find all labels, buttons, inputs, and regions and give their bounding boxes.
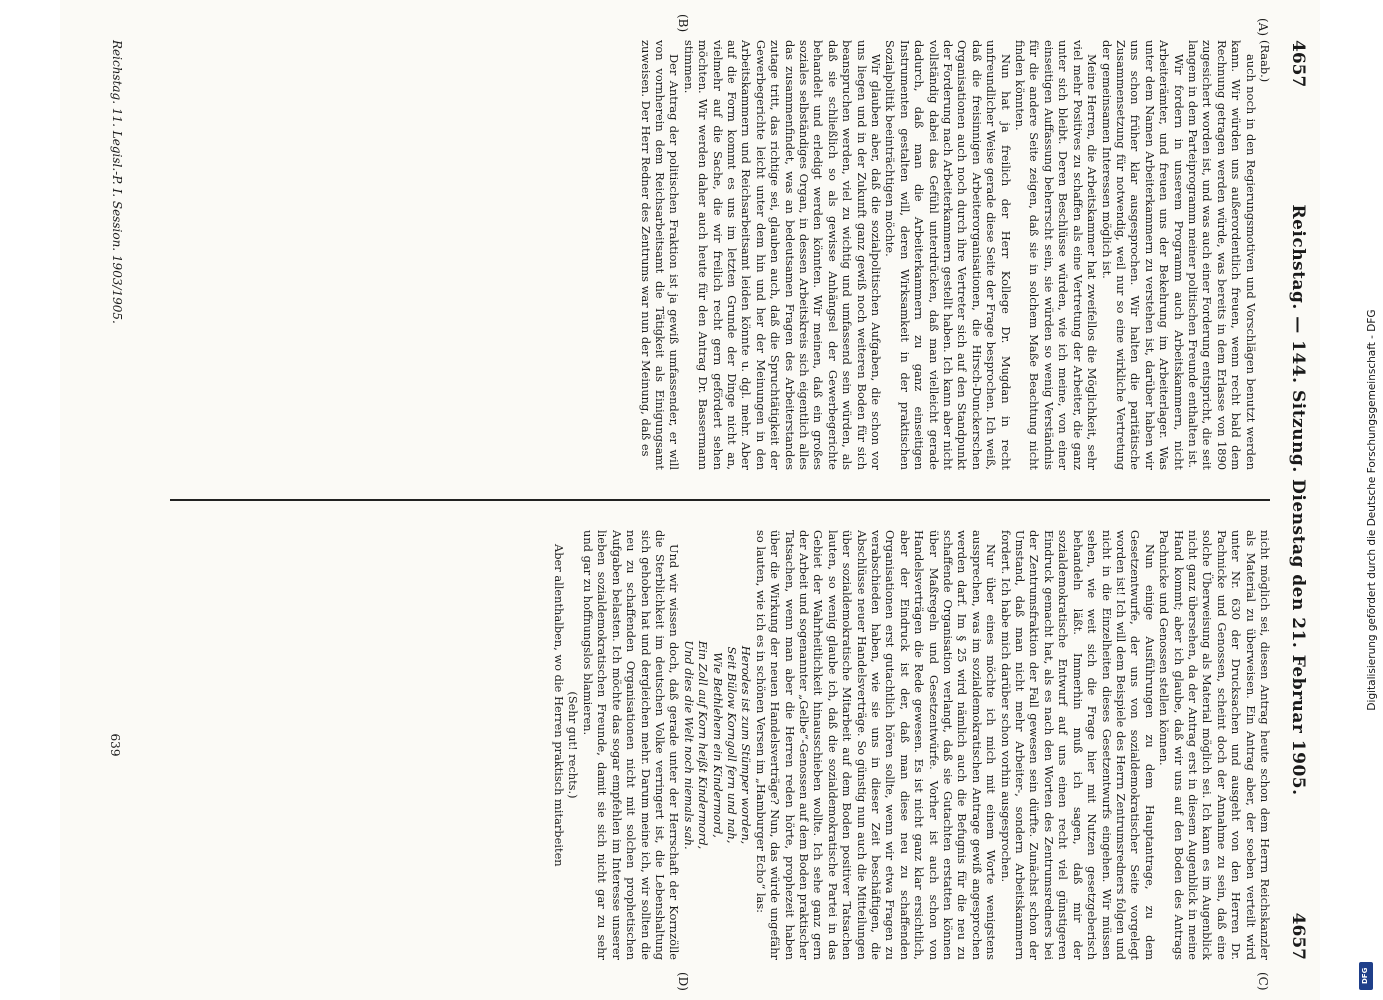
margin-letter-c: (C)	[1256, 972, 1270, 991]
page-number-left: 4657	[1288, 40, 1308, 88]
margin-letter-a: (A)	[1256, 18, 1270, 37]
paragraph: Der Antrag der politischen Fraktion ist ja gewiß umfassender, er will von vornherein dem Reichsarbeitsamt die Tätigkeit als Einigungsamt zuweisen. Der Herr Redner des Zentrums war nun der Meinung, daß es	[638, 40, 682, 470]
margin-letter-d: (D)	[676, 972, 690, 991]
poem-line: Und dies die Welt noch niemals sah.	[681, 640, 696, 850]
dfg-logo	[1359, 962, 1373, 990]
poem-line: Herodes ist zum Stümper worden,	[739, 645, 754, 845]
left-column	[132, 40, 1272, 470]
page-number-right: 4657	[1288, 912, 1308, 960]
paragraph: Aber allenthalben, wo die Herren praktisch mitarbeiten	[552, 544, 567, 867]
paragraph: Nur über eines möchte ich mich mit einem Worte wenigstens aussprechen, was im sozialdemokratischen Antrage gewiß angesprochen werden darf. Im § 25 wird nämlich auch die Befugnis für die neu zu schaffende Organisation verlangt, daß sie Gutachten erstatten können über Maßregeln und Gesetzentwürfe. Vorher ist auch schon von Handelsverträgen die Rede gewesen. Es ist nicht ganz klar ersichtlich, aber der Eindruck ist der, daß man diese neu zu schaffenden Organisationen erst gutachtlich hören sollte, wenn wir etwa Fragen zu verabschieden haben, wie sie uns in dieser Zeit beschäftigen, die Abschlüsse neuer Handelsverträge. So günstig nun auch die Mitteilungen über sozialdemokratische Mitarbeit auf dem Boden positiver Tatsachen lauten, so wenig glaube ich, daß die sozialdemokratische Partei in das Gebiet der Wahrheitlichkeit hinausschieben wollte. Ich sehe ganz gern der Arbeit und sogenannter „Gelbe“-Genossen auf dem Boden praktischer Tatsachen, wenn man aber die Herren reden hörte, prophezeit haben über die Wirkung der neuen Handelsverträge? Nun, das würde ungefähr so lauten, wie ich es in schönen Versen im „Hamburger Echo“ las:	[753, 530, 999, 960]
right-column	[132, 530, 1272, 960]
column-divider	[170, 499, 1270, 501]
scanned-page	[60, 0, 1320, 1000]
digitization-note: Digitalisierung gefördert durch die Deutsche Forschungsgemeinschaft - DFG	[1366, 309, 1378, 711]
paragraph: Nun hat ja freilich der Herr Kollege Dr. Mugdan in recht unfreundlicher Weise gerade diese Seite der Frage besprochen. Ich weiß, daß die freisinnigen Arbeiterorganisationen, die Hirsch-Dunckerschen Organisationen auch noch durch ihre Vertreter sich auf den Standpunkt der Forderung nach Arbeiterkammern gestellt haben. Ich kann aber nicht vollständig dabei das Gefühl unterdrücken, daß man vielleicht gerade dadurch, daß man die Arbeiterkammern zu ganz einseitigen Instrumenten gestalten will, deren Wirksamkeit in der praktischen Sozialpolitik beeinträchtigen möchte.	[883, 40, 1013, 470]
speaker-name: (Raab.)	[1258, 40, 1272, 83]
margin-letter-b: (B)	[676, 14, 690, 33]
paragraph: Wir glauben aber, daß die sozialpolitischen Aufgaben, die schon vor uns liegen und in der Zukunft ganz gewiß noch weiteren Boden für sich beanspruchen werden, viel zu wichtig und umfassend sein würden, als daß sie schließlich so als gewisse Anhängsel der Gewerbegerichte behandelt und erledigt werden könnten. Wir meinen, daß ein großes soziales selbständiges Organ, in dessen Arbeitskreis sich eigentlich alles das zusammenfindet, was an bedeutsamen Fragen des Arbeiterstandes zutage tritt, das richtige sei, glauben auch, daß die Spruchtätigkeit der Gewerbegerichte leicht unter dem hin und her der Meinungen in den Arbeitskammern und Reichsarbeitsamt leiden könnte u. dgl. mehr. Aber auf die Form kommt es uns im letzten Grunde der Dinge nicht an, vielmehr auf die Sache, die wir freilich recht gern gefördert sehen möchten. Wir werden daher auch heute für den Antrag Dr. Bassermann stimmen.	[681, 40, 884, 470]
poem-line: Ein Zoll auf Korn heißt Kindermord,	[696, 640, 711, 850]
footer-session-line: Reichstag. 11. Legisl.-P. I. Session. 1903/1905.	[110, 40, 124, 324]
poem-line: Seit Bülow Korngoll fern und nah,	[724, 646, 739, 844]
footer-page-number: 639	[108, 733, 122, 757]
paragraph: Und wir wissen doch, daß gerade unter der Herrschaft der Kornzölle die Sterblichkeit im deutschen Volke verringert ist, die Lebenshaltung sich gehoben hat und dergleichen mehr. Darum meine ich, wir sollten die neu zu schaffenden Organisationen nicht mit solchen prophetischen Aufgaben belasten. Ich möchte das sogar empfehlen im Interesse unserer lieben sozialdemokratischen Freunde, damit sie sich nicht gar zu sehr und gar zu hoffnungslos blamieren.	[580, 530, 682, 960]
paragraph: auch noch in den Regierungsmotiven und Vorschlägen benutzt werden kann. Wir würden uns außerordentlich freuen, wenn recht bald dem Rechnung getragen werden würde, was bereits in dem Erlasse von 1890 zugesichert worden ist, und was auch einer Forderung entspricht, die seit langem in dem Parteiprogramm meiner politischen Freunde enthalten ist.	[1185, 40, 1258, 470]
page-header	[1282, 40, 1312, 960]
running-title: Reichstag. — 144. Sitzung. Dienstag den 21. Februar 1905.	[1288, 204, 1308, 796]
applause-note: (Sehr gut! rechts.)	[566, 691, 581, 799]
poem-line: Wie Bethlehem ein Kindermord,	[710, 652, 725, 838]
paragraph: Wir fordern in unserem Programm auch Arbeitskammern, nicht Arbeiterämter, und freuen uns der Bekehrung im Arbeiterlager. Was unter dem Namen Arbeiterkammern zu verstehen ist, darüber haben wir uns schon früher klar ausgesprochen. Wir halten die paritätische Zusammensetzung für notwendig, weil nur so eine wirkliche Vertretung der gemeinsamen Interessen möglich ist.	[1099, 40, 1186, 470]
paragraph: Nun einige Ausführungen zu dem Hauptantrage, zu dem Gesetzentwurfe, der uns von sozialdemokratischer Seite vorgelegt worden ist! Ich will dem Beispiele des Herrn Zentrumsredners folgen und nicht in die Einzelheiten dieses Gesetzentwurfs eingehen. Wir müssen sehen, wie weit sich die Frage hier mit Nutzen gesetzgeberisch behandeln läßt. Immerhin muß ich sagen, daß mir der sozialdemokratische Entwurf auf uns einen recht viel günstigeren Eindruck gemacht hat, als es nach den Worten des Zentrumsredners bei der Zentrumsfraktion der Fall gewesen sein dürfte. Zunächst schon der Umstand, daß man nicht mehr Arbeiter-, sondern Arbeitskammern fordert. Ich habe mich darüber schon vorhin ausgesprochen.	[998, 530, 1157, 960]
digitization-strip	[1356, 10, 1376, 990]
paragraph: nicht möglich sei, diesen Antrag heute schon dem Herrn Reichskanzler als Material zu überweisen. Ein Antrag aber, der soeben verteilt wird unter Nr. 630 der Drucksachen und ausgeht von den Herren Dr. Pachnicke und Genossen, scheint doch der Annahme zu sein, daß eine solche Überweisung als Material möglich sei. Ich kann es im Augenblick nicht ganz übersehen, da der Antrag erst in diesem Augenblick in meine Hand kommt; aber ich glaube, daß wir uns auf den Boden des Antrags Pachnicke und Genossen stellen können.	[1157, 530, 1272, 960]
paragraph: Meine Herren, die Arbeitskammer hat zweifellos die Möglichkeit, sehr viel mehr Positives zu schaffen als eine Vertretung der Arbeiter, die ganz unter sich bleibt. Deren Beschlüsse würden, wie ich meine, von einer einseitigen Auffassung beherrscht sein, sie würden so wenig Verständnis für die andere Seite zeigen, daß sie in solchem Maße Beachtung nicht finden könnten.	[1013, 40, 1100, 470]
dfg-logo-text: DFG	[1361, 967, 1369, 984]
